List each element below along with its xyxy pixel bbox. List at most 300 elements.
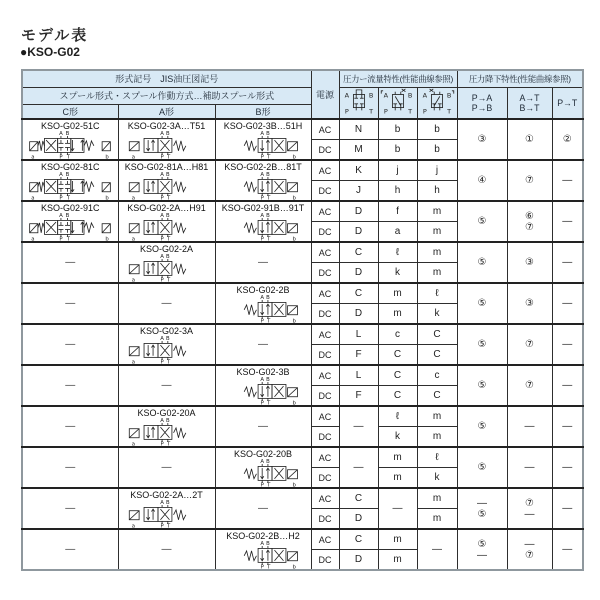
- svg-text:A: A: [59, 172, 64, 179]
- empty-model-cell: —: [22, 406, 118, 447]
- svg-text:T: T: [407, 107, 412, 116]
- svg-text:b: b: [292, 400, 296, 405]
- drop-value-line: ⑦: [525, 497, 535, 509]
- drop-value-line: —: [524, 508, 535, 520]
- valve-diagram-b-type: [216, 459, 311, 487]
- drop-value-line: ②: [562, 134, 572, 145]
- drop-value-line: ⑦: [525, 221, 535, 233]
- valve-diagram-a-type: [119, 131, 215, 159]
- flow-value-cell: C: [339, 529, 378, 550]
- drop-value-line: ③: [477, 134, 487, 145]
- flow-characteristics-header: 圧力ー流量特性(性能曲線参照): [339, 70, 457, 87]
- svg-text:B: B: [165, 213, 170, 220]
- svg-text:b: b: [292, 195, 296, 200]
- flow-value-cell: —: [339, 406, 378, 447]
- svg-text:A: A: [344, 91, 349, 100]
- valve-diagram-a-type: [119, 172, 215, 200]
- svg-text:b: b: [292, 482, 296, 487]
- svg-text:T: T: [267, 154, 271, 159]
- drop-value-cell: [507, 529, 552, 570]
- flow-value-cell: c: [417, 365, 457, 386]
- flow-value-cell: C: [378, 345, 417, 366]
- drop-value-line: ⑤: [477, 538, 487, 550]
- svg-text:T: T: [166, 154, 170, 159]
- valve-diagram-b-type: [216, 213, 311, 241]
- flow-value-cell: C: [417, 324, 457, 345]
- svg-text:P: P: [383, 107, 388, 116]
- svg-text:P: P: [260, 195, 264, 200]
- svg-text:B: B: [446, 91, 452, 100]
- flow-value-cell: b: [378, 140, 417, 161]
- drop-value-cell: [507, 406, 552, 447]
- valve-diagram-b-type: [216, 541, 311, 569]
- drop-col-at-bt: [507, 87, 552, 119]
- svg-text:B: B: [65, 213, 70, 220]
- svg-text:P: P: [260, 154, 264, 159]
- svg-text:B: B: [65, 131, 70, 138]
- valve-diagram-b-type: [216, 377, 311, 405]
- svg-text:B: B: [266, 377, 270, 384]
- flow-value-cell: D: [339, 304, 378, 325]
- svg-text:B: B: [165, 254, 170, 261]
- drop-value-line: ①: [525, 134, 535, 145]
- drop-value-line: —: [562, 462, 573, 473]
- svg-text:A: A: [59, 213, 64, 220]
- drop-value-cell: [457, 365, 507, 406]
- model-code: KSO-G02-20A: [137, 408, 196, 418]
- flow-value-cell: C: [339, 488, 378, 509]
- flow-value-cell: k: [378, 427, 417, 448]
- svg-text:B: B: [266, 172, 270, 179]
- flow-value-cell: C: [339, 242, 378, 263]
- flow-value-cell: m: [417, 427, 457, 448]
- flow-value-cell: a: [378, 222, 417, 243]
- svg-text:P: P: [260, 400, 264, 405]
- flow-value-cell: D: [339, 550, 378, 571]
- model-cell-b: [215, 160, 311, 201]
- drop-value-line: ⑦: [525, 549, 535, 561]
- flow-value-cell: j: [417, 160, 457, 181]
- drop-col-line: A→T: [519, 92, 540, 103]
- svg-text:P: P: [260, 564, 264, 569]
- empty-model-cell: —: [118, 529, 215, 570]
- flow-value-cell: m: [378, 447, 417, 468]
- model-code: KSO-G02-2A: [139, 244, 194, 254]
- model-code: KSO-G02-81C: [40, 162, 100, 172]
- valve-diagram-c-type: [23, 131, 118, 159]
- empty-model-cell: —: [118, 283, 215, 324]
- svg-text:A: A: [260, 295, 265, 302]
- power-dc-cell: DC: [311, 222, 339, 243]
- model-code: KSO-G02-2B…H2: [226, 531, 300, 541]
- svg-text:B: B: [266, 131, 270, 138]
- svg-text:B: B: [165, 131, 170, 138]
- svg-text:b: b: [292, 154, 296, 159]
- svg-text:a: a: [131, 236, 135, 241]
- svg-text:P: P: [59, 154, 63, 159]
- svg-text:B: B: [266, 459, 270, 466]
- svg-text:A: A: [159, 213, 164, 220]
- model-cell-c: [22, 119, 118, 160]
- drop-value-line: ⑤: [477, 216, 487, 227]
- svg-text:P: P: [159, 195, 164, 200]
- svg-text:T: T: [166, 195, 170, 200]
- drop-value-cell: [457, 119, 507, 160]
- svg-text:a: a: [131, 359, 135, 364]
- valve-diagram-a-type: [119, 336, 215, 364]
- empty-model-cell: —: [22, 447, 118, 488]
- center-a-to-t-symbol: [378, 87, 417, 119]
- model-code: KSO-G02-3B: [236, 367, 290, 377]
- power-ac-cell: AC: [311, 447, 339, 468]
- valve-diagram-b-type: [216, 172, 311, 200]
- flow-value-cell: C: [378, 386, 417, 407]
- drop-value-cell: [507, 119, 552, 160]
- power-dc-cell: DC: [311, 427, 339, 448]
- svg-text:T: T: [66, 195, 71, 200]
- empty-model-cell: —: [22, 488, 118, 529]
- drop-col-pa-pb: [457, 87, 507, 119]
- svg-text:T: T: [166, 441, 170, 446]
- svg-text:P: P: [159, 154, 164, 159]
- drop-value-line: ⑥: [525, 210, 535, 222]
- empty-model-cell: —: [22, 242, 118, 283]
- svg-text:B: B: [368, 91, 373, 100]
- flow-value-cell: m: [417, 222, 457, 243]
- drop-value-line: —: [524, 538, 535, 550]
- svg-text:P: P: [159, 277, 164, 282]
- svg-text:T: T: [368, 107, 373, 116]
- svg-text:A: A: [159, 500, 164, 507]
- empty-model-cell: —: [215, 488, 311, 529]
- empty-model-cell: —: [22, 324, 118, 365]
- drop-value-cell: [457, 529, 507, 570]
- svg-text:T: T: [267, 318, 271, 323]
- empty-model-cell: —: [22, 283, 118, 324]
- flow-value-cell: ℓ: [417, 447, 457, 468]
- drop-value-line: ⑤: [477, 339, 487, 350]
- svg-text:B: B: [165, 172, 170, 179]
- flow-value-cell: C: [417, 345, 457, 366]
- drop-col-line: P→B: [471, 102, 493, 113]
- flow-value-cell: j: [378, 160, 417, 181]
- flow-value-cell: m: [378, 529, 417, 550]
- drop-value-cell: [457, 406, 507, 447]
- drop-value-line: —: [477, 497, 488, 509]
- flow-value-cell: —: [378, 488, 417, 529]
- svg-text:B: B: [165, 500, 170, 507]
- svg-text:P: P: [59, 195, 63, 200]
- svg-text:A: A: [260, 131, 265, 138]
- center-b-to-t-symbol: [417, 87, 457, 119]
- flow-value-cell: N: [339, 119, 378, 140]
- svg-text:P: P: [344, 107, 349, 116]
- flow-value-cell: D: [339, 263, 378, 284]
- series-subtitle: ●KSO-G02: [20, 45, 80, 59]
- flow-value-cell: m: [417, 242, 457, 263]
- drop-col-line: B→T: [519, 102, 540, 113]
- drop-value-cell: [552, 242, 583, 283]
- flow-value-cell: D: [339, 509, 378, 530]
- power-ac-cell: AC: [311, 283, 339, 304]
- flow-value-cell: L: [339, 365, 378, 386]
- drop-value-cell: [552, 119, 583, 160]
- drop-characteristics-header: 圧力降下特性(性能曲線参照): [457, 70, 583, 87]
- flow-value-cell: m: [417, 509, 457, 530]
- drop-value-line: ⑦: [525, 175, 535, 186]
- drop-value-line: ⑤: [477, 508, 487, 520]
- svg-text:B: B: [266, 295, 270, 302]
- power-ac-cell: AC: [311, 201, 339, 222]
- spool-type-header: スプール形式・スプール作動方式…補助スプール形式: [22, 87, 311, 104]
- svg-text:T: T: [267, 195, 271, 200]
- valve-diagram-b-type: [216, 131, 311, 159]
- drop-value-cell: [457, 160, 507, 201]
- power-dc-cell: DC: [311, 263, 339, 284]
- svg-text:B: B: [165, 418, 170, 425]
- power-dc-cell: DC: [311, 181, 339, 202]
- model-cell-b: [215, 283, 311, 324]
- svg-text:a: a: [31, 154, 35, 159]
- drop-value-line: —: [524, 462, 535, 473]
- model-code: KSO-G02-81A…H81: [124, 162, 209, 172]
- flow-value-cell: ℓ: [378, 406, 417, 427]
- type-col-b: B形: [215, 104, 311, 119]
- empty-model-cell: —: [22, 529, 118, 570]
- model-cell-c: [22, 201, 118, 242]
- model-cell-b: [215, 529, 311, 570]
- svg-text:b: b: [292, 236, 296, 241]
- power-ac-cell: AC: [311, 529, 339, 550]
- flow-value-cell: —: [339, 447, 378, 488]
- model-cell-b: [215, 365, 311, 406]
- model-cell-a: [118, 242, 215, 283]
- empty-model-cell: —: [215, 324, 311, 365]
- valve-diagram-b-type: [216, 295, 311, 323]
- svg-text:a: a: [31, 195, 35, 200]
- model-code: KSO-G02-91C: [40, 203, 100, 213]
- drop-value-line: —: [524, 421, 535, 432]
- svg-text:P: P: [260, 318, 264, 323]
- drop-value-cell: [507, 242, 552, 283]
- drop-value-line: ④: [477, 175, 487, 186]
- drop-value-line: —: [562, 380, 573, 391]
- flow-value-cell: D: [339, 201, 378, 222]
- svg-text:T: T: [447, 107, 452, 116]
- flow-value-cell: c: [378, 324, 417, 345]
- svg-text:T: T: [166, 359, 170, 364]
- flow-value-cell: C: [339, 283, 378, 304]
- svg-text:P: P: [159, 523, 164, 528]
- svg-text:A: A: [159, 254, 164, 261]
- flow-value-cell: m: [417, 406, 457, 427]
- drop-value-cell: [552, 324, 583, 365]
- valve-diagram-a-type: [119, 213, 215, 241]
- svg-text:A: A: [159, 172, 164, 179]
- svg-text:T: T: [267, 236, 271, 241]
- drop-value-line: ③: [525, 298, 535, 309]
- drop-value-cell: [507, 283, 552, 324]
- svg-text:P: P: [59, 236, 63, 241]
- power-dc-cell: DC: [311, 304, 339, 325]
- drop-value-cell: [507, 365, 552, 406]
- svg-text:A: A: [260, 541, 265, 548]
- svg-text:a: a: [131, 441, 135, 446]
- svg-text:a: a: [131, 154, 135, 159]
- model-table: [21, 69, 584, 571]
- empty-model-cell: —: [22, 365, 118, 406]
- drop-value-line: —: [562, 421, 573, 432]
- valve-diagram-c-type: [23, 213, 118, 241]
- svg-text:P: P: [260, 482, 264, 487]
- svg-text:T: T: [166, 277, 170, 282]
- model-cell-b: [215, 201, 311, 242]
- drop-value-cell: [507, 201, 552, 242]
- svg-text:A: A: [260, 213, 265, 220]
- flow-value-cell: —: [417, 529, 457, 570]
- power-ac-cell: AC: [311, 406, 339, 427]
- drop-value-line: ⑤: [477, 257, 487, 268]
- drop-value-cell: [552, 529, 583, 570]
- model-cell-a: [118, 119, 215, 160]
- flow-value-cell: M: [339, 140, 378, 161]
- model-code: KSO-G02-2B…81T: [224, 162, 302, 172]
- flow-value-cell: m: [378, 468, 417, 489]
- drop-value-line: —: [562, 298, 573, 309]
- power-dc-cell: DC: [311, 550, 339, 571]
- svg-text:T: T: [166, 523, 170, 528]
- model-symbol-header: 形式記号 JIS油圧図記号: [22, 70, 311, 87]
- flow-value-cell: h: [417, 181, 457, 202]
- flow-value-cell: F: [339, 386, 378, 407]
- svg-text:T: T: [267, 482, 271, 487]
- drop-value-cell: [552, 488, 583, 529]
- drop-col-line: P→T: [557, 97, 578, 108]
- svg-text:a: a: [131, 195, 135, 200]
- drop-value-line: ③: [525, 257, 535, 268]
- flow-value-cell: h: [378, 181, 417, 202]
- drop-value-line: —: [562, 257, 573, 268]
- svg-text:A: A: [159, 131, 164, 138]
- valve-diagram-c-type: [23, 172, 118, 200]
- svg-text:A: A: [260, 459, 265, 466]
- flow-value-cell: b: [417, 119, 457, 140]
- svg-text:b: b: [292, 318, 296, 323]
- svg-text:b: b: [105, 236, 110, 241]
- model-code: KSO-G02-91B…91T: [221, 203, 305, 213]
- svg-text:P: P: [159, 359, 164, 364]
- model-code: KSO-G02-2A…2T: [130, 490, 203, 500]
- model-code: KSO-G02-20B: [234, 449, 293, 459]
- svg-text:A: A: [159, 418, 164, 425]
- power-ac-cell: AC: [311, 160, 339, 181]
- flow-value-cell: ℓ: [417, 283, 457, 304]
- model-cell-a: [118, 488, 215, 529]
- power-dc-cell: DC: [311, 386, 339, 407]
- svg-text:P: P: [159, 236, 164, 241]
- drop-value-cell: [457, 324, 507, 365]
- valve-diagram-a-type: [119, 500, 215, 528]
- power-ac-cell: AC: [311, 119, 339, 140]
- drop-value-cell: [457, 447, 507, 488]
- svg-text:P: P: [422, 107, 427, 116]
- drop-value-cell: [507, 488, 552, 529]
- flow-value-cell: m: [417, 263, 457, 284]
- flow-value-cell: f: [378, 201, 417, 222]
- model-code: KSO-G02-3A…T51: [127, 121, 206, 131]
- drop-value-cell: [457, 488, 507, 529]
- model-cell-b: [215, 447, 311, 488]
- drop-value-cell: [552, 283, 583, 324]
- empty-model-cell: —: [215, 406, 311, 447]
- drop-value-cell: [507, 160, 552, 201]
- model-code: KSO-G02-3B…51H: [223, 121, 303, 131]
- svg-text:b: b: [105, 195, 110, 200]
- svg-text:T: T: [66, 154, 71, 159]
- model-cell-c: [22, 160, 118, 201]
- model-code: KSO-G02-2B: [236, 285, 290, 295]
- flow-value-cell: k: [417, 304, 457, 325]
- svg-text:A: A: [422, 91, 428, 100]
- flow-value-cell: D: [339, 222, 378, 243]
- power-header: 電源: [311, 70, 339, 119]
- flow-value-cell: b: [417, 140, 457, 161]
- power-dc-cell: DC: [311, 509, 339, 530]
- type-col-a: A形: [118, 104, 215, 119]
- power-dc-cell: DC: [311, 468, 339, 489]
- flow-value-cell: m: [417, 201, 457, 222]
- drop-value-cell: [507, 324, 552, 365]
- flow-value-cell: b: [378, 119, 417, 140]
- valve-diagram-a-type: [119, 418, 215, 446]
- svg-text:P: P: [260, 236, 264, 241]
- svg-text:b: b: [292, 564, 296, 569]
- drop-value-cell: [552, 201, 583, 242]
- center-closed-symbol: [339, 87, 378, 119]
- model-cell-a: [118, 201, 215, 242]
- flow-value-cell: m: [417, 488, 457, 509]
- drop-value-line: —: [477, 549, 488, 561]
- drop-value-line: —: [562, 544, 573, 555]
- model-code: KSO-G02-3A: [139, 326, 194, 336]
- svg-text:A: A: [260, 377, 265, 384]
- drop-value-cell: [552, 406, 583, 447]
- drop-value-cell: [457, 242, 507, 283]
- flow-value-cell: m: [378, 550, 417, 571]
- drop-value-line: ⑤: [477, 421, 487, 432]
- drop-value-cell: [457, 201, 507, 242]
- valve-diagram-a-type: [119, 254, 215, 282]
- svg-text:B: B: [65, 172, 70, 179]
- type-col-c: C形: [22, 104, 118, 119]
- drop-value-line: —: [562, 503, 573, 514]
- drop-value-cell: [552, 447, 583, 488]
- flow-value-cell: F: [339, 345, 378, 366]
- svg-text:b: b: [105, 154, 110, 159]
- power-ac-cell: AC: [311, 324, 339, 345]
- model-code: KSO-G02-2A…H91: [127, 203, 206, 213]
- flow-value-cell: m: [378, 304, 417, 325]
- svg-text:B: B: [266, 213, 270, 220]
- drop-value-line: ⑦: [525, 339, 535, 350]
- model-code: KSO-G02-51C: [40, 121, 100, 131]
- empty-model-cell: —: [215, 242, 311, 283]
- drop-value-cell: [552, 160, 583, 201]
- empty-model-cell: —: [118, 365, 215, 406]
- svg-text:B: B: [165, 336, 170, 343]
- svg-text:A: A: [383, 91, 388, 100]
- model-rows: [22, 119, 583, 570]
